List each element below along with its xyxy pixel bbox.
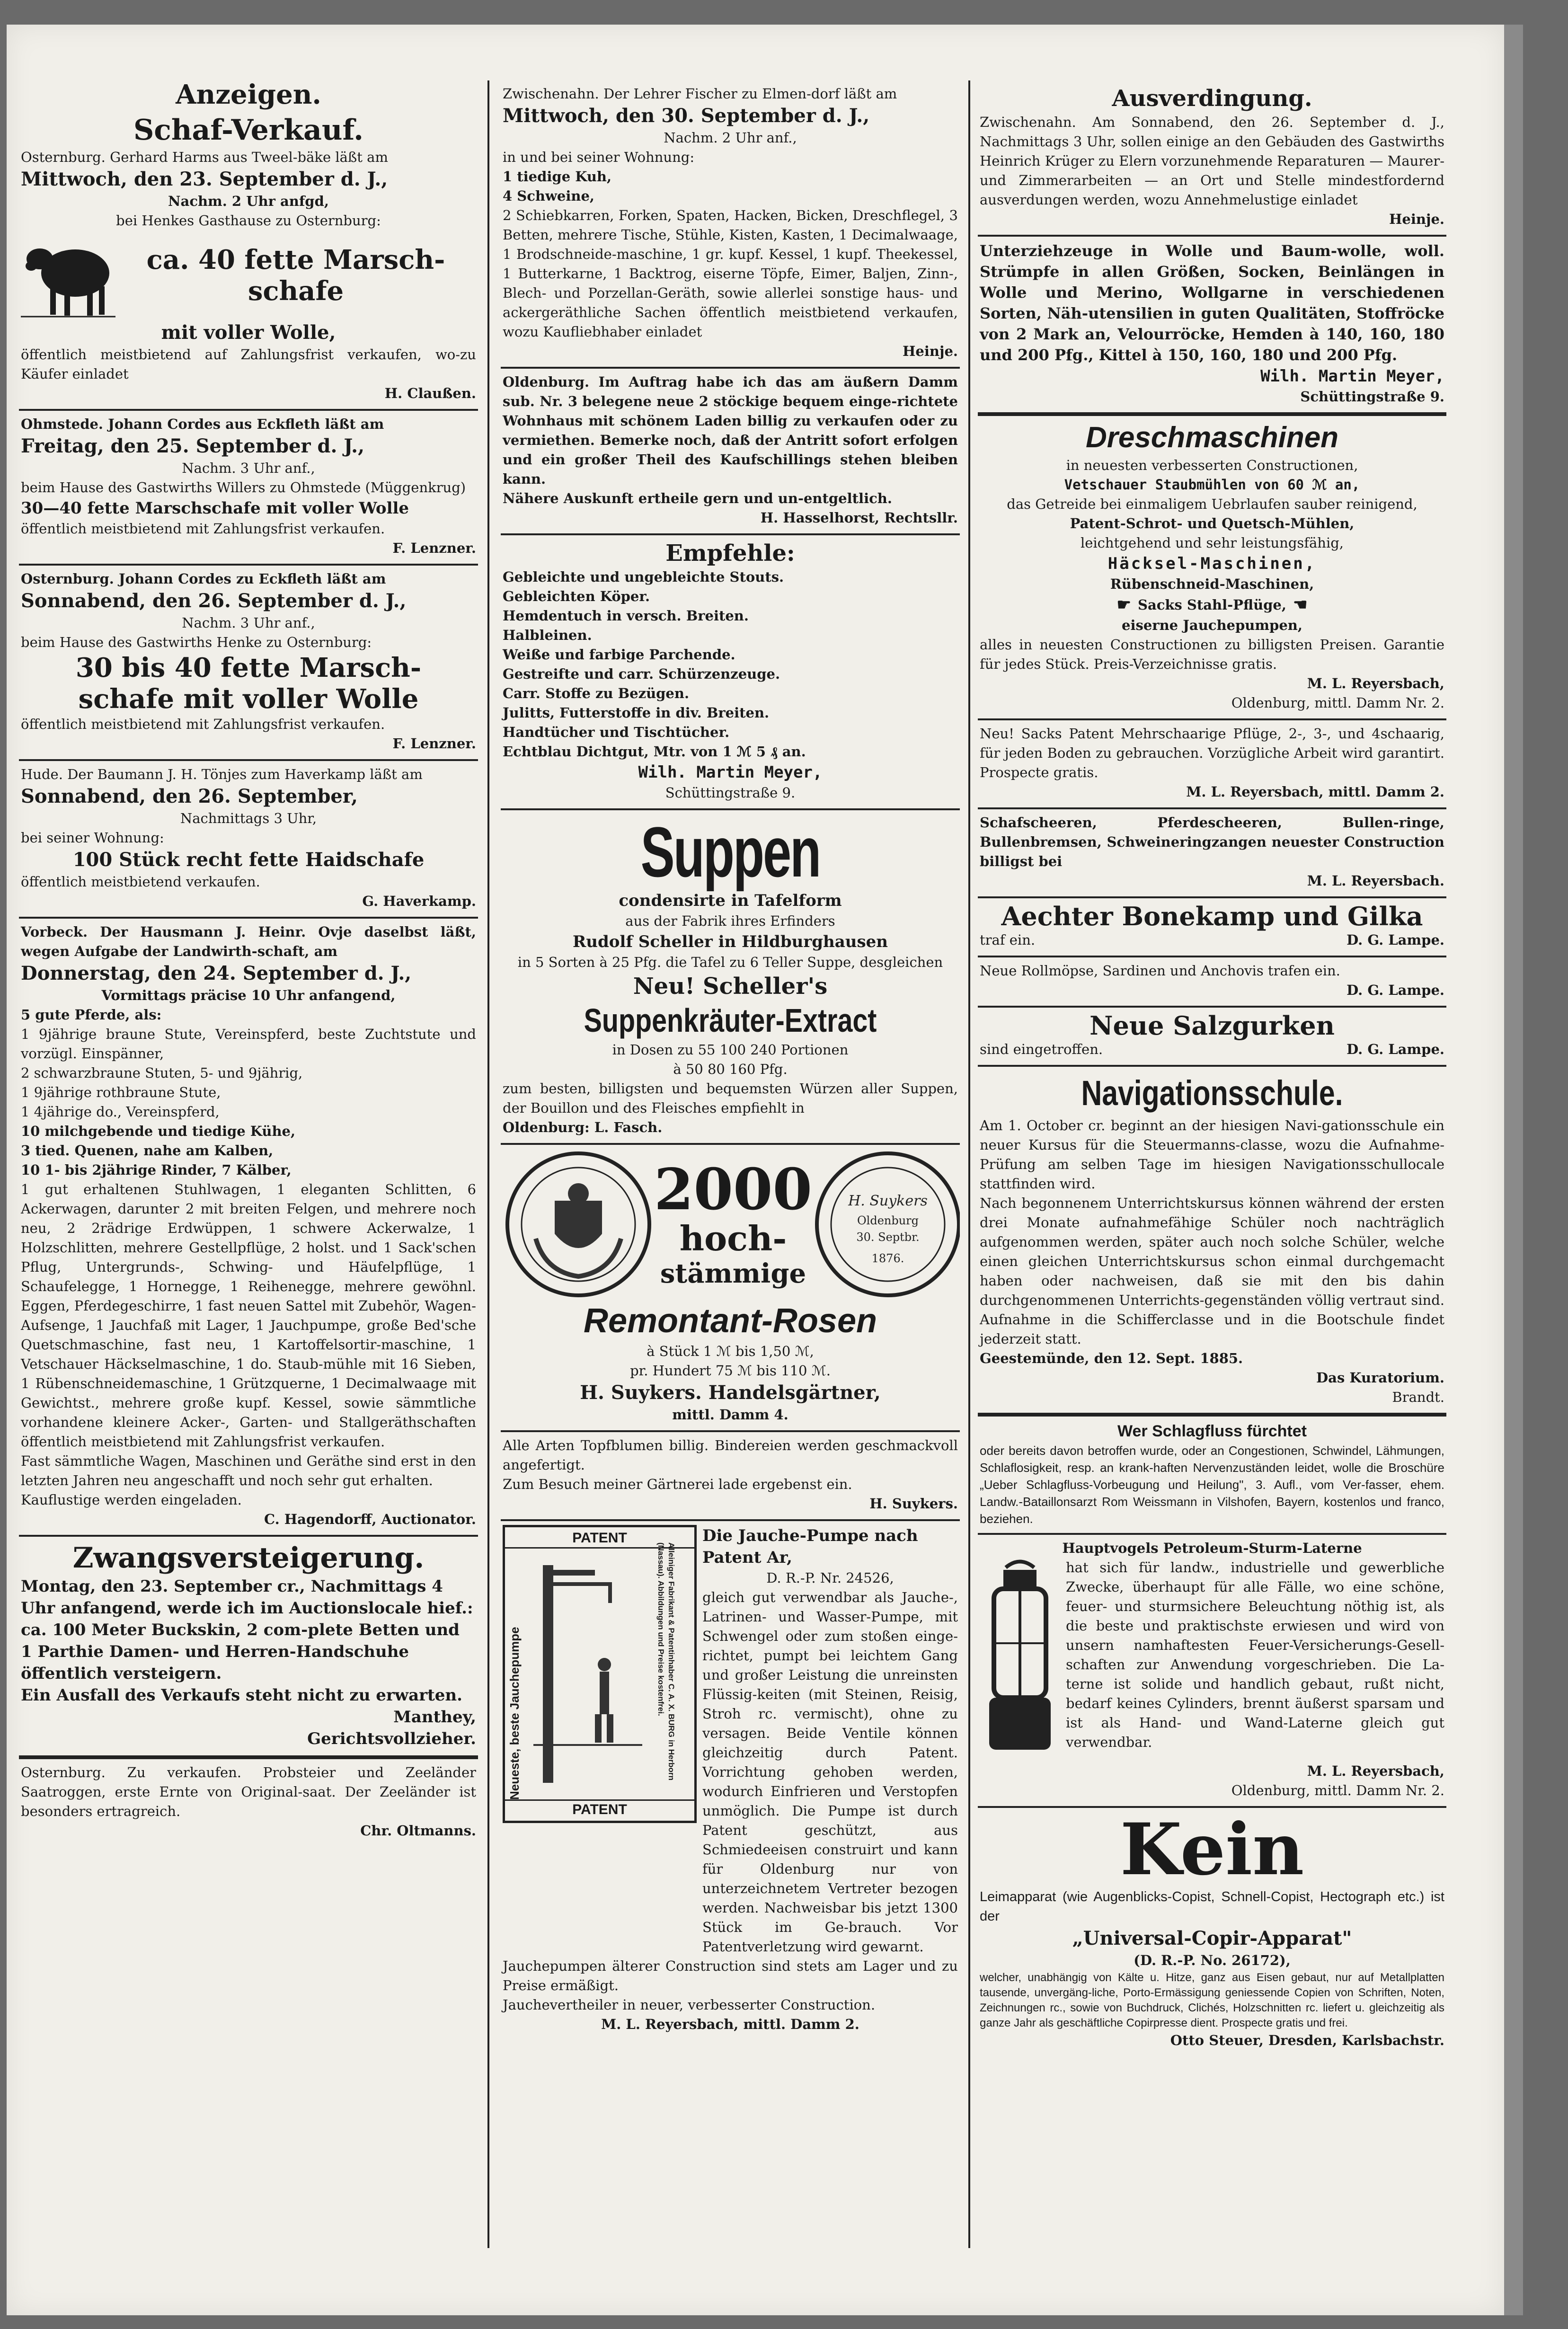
ad-title: Dreschmaschinen [1085, 421, 1339, 454]
ad-text: Zwischenahn. Der Lehrer Fischer zu Elmen-dorf läßt am [503, 86, 897, 102]
ad-text: 10 milchgebende und tiedige Kühe, [21, 1123, 296, 1139]
ad-stroke-brochure [978, 1417, 1446, 1535]
ad-text: zum besten, billigsten und bequemsten Würzen aller Suppen, der Bouillon und des Fleisches empfiehlt in [503, 1080, 958, 1116]
ad-forced-auction [19, 1537, 478, 1759]
ad-text: öffentlich meistbietend mit Zahlungsfrist verkaufen. [21, 716, 385, 732]
ad-signature: H. Suykers. [869, 1496, 958, 1512]
ad-signature: Gerichtsvollzieher. [307, 1729, 476, 1748]
ad-title: Zwangsversteigerung. [72, 1541, 425, 1575]
ad-bonekamp [978, 898, 1446, 957]
ad-signature: Brandt. [1392, 1389, 1444, 1405]
ad-text: 1 tiedige Kuh, [503, 168, 612, 185]
ad-text: Zum Besuch meiner Gärtnerei lade ergebenst ein. [503, 1476, 852, 1492]
ad-text: 1 9jährige rothbraune Stute, [21, 1084, 221, 1100]
ad-text: Zwischenahn. Am Sonnabend, den 26. September d. J., Nachmittags 3 Uhr, sollen einige an den Gebäuden des Gastwirths Heinrich Krüger zu Elern vorzunehmende Reparaturen — Maurer- und Zimmerarbeiten — an Ort und Stelle mindestfordernd ausverdungen werden, wozu Annehmelustige einladet [980, 114, 1444, 208]
ad-text: (D. R.-P. No. 26172), [1134, 1952, 1291, 1968]
ad-signature: M. L. Reyersbach, [1307, 1763, 1444, 1779]
pointing-hand-right-icon: ☛ [1116, 595, 1131, 614]
ad-text: traf ein. [980, 932, 1036, 948]
ad-list-item: Handtücher und Tischtücher. [503, 724, 730, 740]
ad-signature: C. Hagendorff, Auctionator. [264, 1511, 476, 1527]
ad-signature: Wilh. Martin Meyer, [1260, 367, 1444, 386]
ad-textiles-meyer [501, 535, 960, 810]
ad-signature: M. L. Reyersbach, mittl. Damm 2. [1186, 784, 1444, 800]
ad-rollmops [978, 957, 1446, 1008]
pump-label: Alleiniger Fabrikant & Patentinhaber C. A. X. BURG in Herborn (Nassau). Abbildungen und Preise kostenfrei. [656, 1542, 676, 1780]
ad-headline: Suppenkräuter-Extract [584, 1002, 877, 1039]
medal-crest-icon [503, 1149, 654, 1300]
ad-text: 1 9jährige braune Stute, Vereinspferd, beste Zuchtstute und vorzügl. Einspänner, [21, 1026, 476, 1062]
ad-text: pr. Hundert 75 ℳ bis 110 ℳ. [630, 1363, 831, 1379]
column-2 [501, 80, 960, 2239]
ad-list-item: Gebleichten Köper. [503, 588, 650, 604]
ad-title: Aechter Bonekamp und Gilka [1001, 901, 1423, 931]
ad-signature: Schüttingstraße 9. [665, 785, 796, 801]
ad-text: alles in neuesten Constructionen zu billigsten Preisen. Garantie für jedes Stück. Preis-Verzeichnisse gratis. [980, 637, 1444, 672]
ad-text: à Stück 1 ℳ bis 1,50 ℳ, [647, 1343, 814, 1359]
ad-headline: stämmige [660, 1257, 806, 1289]
ad-slurry-pump [501, 1521, 960, 2040]
ad-text: Geestemünde, den 12. Sept. 1885. [980, 1350, 1243, 1366]
ad-text: Nachm. 3 Uhr anf., [182, 460, 315, 476]
ad-list-item: Gestreifte und carr. Schürzenzeuge. [503, 666, 780, 682]
column-3 [978, 80, 1446, 2239]
ad-navigation-school [978, 1067, 1446, 1417]
ad-signature: H. Claußen. [384, 385, 476, 401]
ad-signature: mittl. Damm 4. [672, 1407, 788, 1423]
ad-list-item: Hemdentuch in versch. Breiten. [503, 608, 749, 624]
ad-text: bei seiner Wohnung: [21, 830, 164, 846]
page-edge [1504, 25, 1523, 2315]
ad-title: Suppen [640, 812, 820, 892]
ad-text: öffentlich meistbietend mit Zahlungsfrist verkaufen. [21, 521, 385, 537]
ad-text: oder bereits davon betroffen wurde, oder an Congestionen, Schwindel, Lähmungen, Schlaflosigkeit, resp. an krank-haften Nervenzuständen leidet, wolle die Broschüre „Ueber Schlagfluss-Vorbeugung und Heilung", 3. Aufl., vom Ver-fasser, ehem. Landw.-Bataillonsarzt Rom Weissmann in Vilshofen, Bayern, kostenlos und franco, beziehen. [980, 1443, 1444, 1526]
ad-signature: Oldenburg, mittl. Damm Nr. 2. [1231, 695, 1444, 711]
ad-text: Rübenschneid-Maschinen, [1110, 576, 1314, 592]
ad-row [980, 930, 1444, 950]
ad-text: 5 gute Pferde, als: [21, 1007, 162, 1023]
ad-text: Vetschauer Staubmühlen von 60 ℳ an, [1064, 477, 1360, 493]
ad-text: in und bei seiner Wohnung: [503, 149, 695, 165]
ad-text: in neuesten verbesserten Constructionen, [1066, 457, 1358, 473]
ad-text: beim Hause des Gastwirths Henke zu Osternburg: [21, 634, 372, 650]
ad-seed-rye [19, 1759, 478, 1846]
ad-text: à 50 80 160 Pfg. [673, 1061, 788, 1077]
ad-signature: F. Lenzner. [392, 540, 476, 556]
pump-label: PATENT [505, 1799, 694, 1819]
ad-text: Leimapparat (wie Augenblicks-Copist, Schnell-Copist, Hectograph etc.) ist der [980, 1889, 1444, 1924]
medal-text: 30. Septbr. [856, 1231, 920, 1244]
ad-list-item: Gebleichte und ungebleichte Stouts. [503, 569, 784, 585]
ad-text: Nachmittags 3 Uhr, [180, 810, 317, 826]
ad-text: Nachm. 2 Uhr anfgd, [168, 193, 329, 209]
pump-label: PATENT [505, 1529, 694, 1549]
pointing-hand-left-icon: ☚ [1293, 595, 1308, 614]
ad-figure-row [21, 230, 476, 320]
ad-threshing-machines [978, 416, 1446, 720]
ad-text: Nachm. 3 Uhr anf., [182, 615, 315, 631]
ad-text: condensirte in Tafelform [619, 891, 842, 910]
ad-text: Oldenburg: L. Fasch. [503, 1119, 663, 1135]
ad-text: Osternburg. Zu verkaufen. Probsteier und Zeeländer Saatroggen, erste Ernte von Original-saat. Der Zeeländer ist besonders ertragreich. [21, 1764, 476, 1819]
ad-signature: Schüttingstraße 9. [1300, 389, 1444, 405]
ad-text: Alle Arten Topfblumen billig. Bindereien werden geschmackvoll angefertigt. [503, 1437, 958, 1473]
ad-headline: schafe [248, 275, 344, 307]
ad-text: das Getreide bei einmaligem Uebrlaufen sauber reinigend, [1007, 496, 1417, 512]
ad-storm-lantern [978, 1535, 1446, 1808]
ad-signature: D. G. Lampe. [1347, 1041, 1444, 1057]
ad-list-item: Weiße und farbige Parchende. [503, 646, 735, 663]
ad-title: Die Jauche-Pumpe nach Patent Ar, [702, 1526, 918, 1567]
ad-list-item: Halbleinen. [503, 627, 592, 643]
ad-text: sind eingetroffen. [980, 1041, 1103, 1057]
pump-label: Neueste, beste Jauchepumpe [507, 1627, 522, 1800]
ad-signature: H. Suykers. Handelsgärtner, [580, 1381, 881, 1404]
ad-salt-cucumbers [978, 1008, 1446, 1067]
ad-text: in 5 Sorten à 25 Pfg. die Tafel zu 6 Teller Suppe, desgleichen [517, 954, 943, 970]
column-rule [487, 80, 489, 2248]
ad-text: aus der Fabrik ihres Erfinders [625, 913, 835, 929]
ad-figure-row [980, 594, 1444, 616]
ad-farm-auction-vorbeck [19, 919, 478, 1537]
ad-signature: M. L. Reyersbach. [1307, 873, 1444, 889]
ad-potted-flowers [501, 1432, 960, 1521]
ad-text: Jauchepumpen älterer Construction sind stets am Lager und zu Preise ermäßigt. [503, 1958, 958, 1993]
ad-title: Empfehle: [665, 540, 795, 567]
ad-title: Wer Schlagfluss fürchtet [1117, 1422, 1307, 1440]
ad-signature: Manthey, [393, 1708, 476, 1727]
ad-text: Häcksel-Maschinen, [1107, 554, 1317, 573]
ad-text: hat sich für landw., industrielle und gewerbliche Zwecke, überhaupt für alle Fälle, wo eine schöne, feuer- und sturmsichere Beleuchtung nöthig ist, als die beste und praktischste erwiesen und wird von unsern namhaftesten Feuer-Versicherungs-Gesell-schaften zur Anwendung vorgeschrieben. Die La-terne ist solide und handlich gebaut, rußt nicht, bedarf keines Cylinders, brennt äußerst sparsam und ist als Hand- und Wand-Laterne gleich gut verwendbar. [1066, 1559, 1444, 1750]
ad-headline: Neu! Scheller's [633, 973, 828, 1000]
column-rule [968, 80, 970, 2248]
ad-signature: Otto Steuer, Dresden, Karlsbachstr. [1170, 2032, 1444, 2048]
ad-text: Neue Rollmöpse, Sardinen und Anchovis trafen ein. [980, 963, 1340, 979]
ad-signature: Chr. Oltmanns. [360, 1823, 476, 1839]
medal-text: Oldenburg [857, 1214, 919, 1227]
ad-text: Oldenburg. Im Auftrag habe ich das am äußern Damm sub. Nr. 3 belegene neue 2 stöckige bequem einge-richtete Wohnhaus mit schönem Laden billig zu verkaufen oder zu vermiethen. Bemerke noch, daß der Antritt sofort erfolgen und ein großer Theil des Kaufschillings stehen bleiben kann. [503, 374, 958, 487]
ad-text: Sacks Stahl-Pflüge, [1138, 596, 1286, 613]
ad-text: Hude. Der Baumann J. H. Tönjes zum Haverkamp läßt am [21, 766, 423, 782]
ad-signature: Heinje. [1389, 211, 1444, 227]
ad-sheep-sale-osternburg [19, 566, 478, 761]
ad-figure-row [503, 1525, 958, 1957]
ad-date: Mittwoch, den 30. September d. J., [503, 105, 870, 127]
ad-text: mit voller Wolle, [161, 321, 336, 344]
ad-date: Donnerstag, den 24. September d. J., [21, 962, 412, 984]
ad-text: bei Henkes Gasthause zu Osternburg: [116, 213, 381, 229]
ad-date: Freitag, den 25. September d. J., [21, 435, 365, 457]
ad-text: 3 tied. Quenen, nahe am Kalben, [21, 1142, 274, 1159]
ad-text: Nach begonnenem Unterrichtskursus können während der ersten drei Monate aufnahmefähige Schüler noch nachträglich aufgenommen werden, später auch noch solche Schüler, welche einen gleichen Unterrichtskursus schon einmal durchgemacht haben oder nachweisen, daß sie mit den bis dahin durchgenommenen Unterrichts-gegenständen völlig vertraut sind. Aufnahme in die Schifferclasse und in die Bootschule findet jederzeit statt. [980, 1195, 1444, 1347]
column-1 [19, 80, 478, 2239]
ad-text: Vormittags präcise 10 Uhr anfangend, [101, 987, 396, 1003]
ad-headline: 2000 [654, 1156, 812, 1223]
ad-headline: schafe mit voller Wolle [78, 683, 419, 715]
ad-signature: Oldenburg, mittl. Damm Nr. 2. [1231, 1782, 1444, 1798]
ad-title: Schaf-Verkauf. [133, 114, 364, 147]
ad-text: Vorbeck. Der Hausmann J. Heinr. Ovje daselbst läßt, wegen Aufgabe der Landwirth-schaft, am [21, 924, 476, 959]
ad-signature: F. Lenzner. [392, 735, 476, 752]
ad-sheep-sale-harms [19, 109, 478, 411]
medal-signed-icon [812, 1149, 960, 1300]
ad-headline: hoch- [679, 1218, 787, 1258]
ad-text: Kauflustige werden eingeladen. [21, 1492, 242, 1508]
ad-text: 2 Schiebkarren, Forken, Spaten, Hacken, Bicken, Dreschflegel, 3 Betten, mehrere Tische, Stühle, Kisten, Kasten, 1 Decimalwaage, 1 Brodschneide-maschine, 1 gr. kupf. Kessel, 1 kupf. Theekessel, 1 Butterkarne, 1 Backtrog, eiserne Töpfe, Eimer, Baljen, Zinn-, Blech- und Porzellan-Geräth, sowie allerlei sonstige haus- und ackergeräthliche Sachen öffentlich meistbietend verkaufen, wozu Kaufliebhaber einladet [503, 207, 958, 340]
ad-sheep-sale-hude [19, 761, 478, 919]
lantern-icon [980, 1558, 1060, 1762]
ad-row [980, 1040, 1444, 1059]
medal-text: H. Suykers [848, 1193, 928, 1209]
ad-text: welcher, unabhängig von Kälte u. Hitze, ganz aus Eisen gebaut, nur auf Metallplatten tausende, unvergäng-liche, Porto-Ermässigung geniessende Copien von Schriften, Noten, Zeichnungen rc., sowie von Buchdruck, Clichés, Holzschnitten rc. liefert u. gleichzeitig als ganze Jahr als geschäftliche Copirpresse dient. Prospecte gratis und frei. [980, 1971, 1444, 2029]
ad-text: Fast sämmtliche Wagen, Maschinen und Geräthe sind erst in den letzten Jahren neu angeschafft und noch sehr gut erhalten. [21, 1453, 476, 1488]
ad-text: Jauchevertheiler in neuer, verbesserter Construction. [503, 1997, 876, 2013]
ad-text: Osternburg. Gerhard Harms aus Tweel-bäke läßt am [21, 149, 388, 165]
ad-text: 10 1- bis 2jährige Rinder, 7 Kälber, [21, 1162, 292, 1178]
ad-text: Montag, den 23. September cr., Nachmittags 4 Uhr anfangend, werde ich im Auctionslocale hief.: [21, 1577, 473, 1618]
ad-text: beim Hause des Gastwirths Willers zu Ohmstede (Müggenkrug) [21, 479, 466, 496]
ad-text: leichtgehend und sehr leistungsfähig, [1080, 535, 1344, 551]
ad-text: Schafscheeren, Pferdescheeren, Bullen-ringe, Bullenbremsen, Schweineringzangen neuester Construction billigst bei [980, 815, 1444, 869]
ad-text: 1 gut erhaltenen Stuhlwagen, 1 eleganten Schlitten, 6 Ackerwagen, darunter 2 mit breiten Felgen, und mehrere noch neu, 2 2rädrige Erdwüppen, 1 schwere Ackerwalze, 1 Holzschlitten, mehrere Gestellpflüge, 2 holst. und 1 Sack'schen Pflug, Untergrunds-, Schwing- und Häufelpflüge, 1 Schaufelegge, 1 Hornegge, 1 Reihenegge, mehrere gewöhnl. Eggen, Pferdegeschirre, 1 fast neuen Sattel mit Zubehör, Wagen-Aufsenge, 1 Jauchfaß mit Lager, 1 Jauchpumpe, große Bed'sche Quetschmaschine, fast neu, 1 Kartoffelsortir-maschine, 1 Vetschauer Häckselmaschine, 1 do. Staub-mühle mit 16 Sieben, 1 Rübenschneidemaschine, 1 Grützquerne, 1 Decimalwaage mit Gewichtst., mehrere große kupf. Kessel, sowie sämmtliche vorhandene kleinere Acker-, Garten- und Stallgeräthschaften öffentlich meistbietend mit Zahlungsfrist verkaufen. [21, 1181, 476, 1450]
ad-signature: D. G. Lampe. [1347, 932, 1444, 948]
ad-text: Nähere Auskunft ertheile gern und un-entgeltlich. [503, 490, 892, 506]
sheep-icon [21, 230, 115, 320]
ad-text: öffentlich versteigern. [21, 1664, 222, 1683]
medal-text: 1876. [871, 1252, 904, 1265]
ad-text: 1 4jährige do., Vereinspferd, [21, 1104, 220, 1120]
ad-signature: Wilh. Martin Meyer, [638, 763, 823, 782]
ad-title: Navigationsschule. [1081, 1073, 1343, 1113]
ad-title: Remontant-Rosen [583, 1302, 877, 1340]
ad-date: Sonnabend, den 26. September, [21, 785, 358, 807]
ad-title: Neue Salzgurken [1090, 1010, 1335, 1041]
ad-shears [978, 809, 1446, 898]
ad-text: Nachm. 2 Uhr anf., [664, 130, 797, 146]
ad-text: öffentlich meistbietend verkaufen. [21, 874, 260, 890]
ad-headline: „Universal-Copir-Apparat" [1072, 1927, 1352, 1949]
pump-illustration [503, 1525, 697, 1823]
ad-soups-scheller [501, 810, 960, 1145]
ad-contract-award [978, 80, 1446, 237]
ad-text: Rudolf Scheller in Hildburghausen [573, 932, 888, 951]
ad-title: Hauptvogels Petroleum-Sturm-Laterne [1062, 1540, 1362, 1556]
ad-house-sale [501, 369, 960, 535]
ad-text: Ein Ausfall des Verkaufs steht nicht zu erwarten. [21, 1686, 462, 1705]
ad-text: 4 Schweine, [503, 188, 595, 204]
ad-list-item: Echtblau Dichtgut, Mtr. von 1 ℳ 5 ₰ an. [503, 744, 806, 760]
ad-signature: H. Hasselhorst, Rechtsllr. [760, 510, 958, 526]
ad-underwear-meyer [978, 237, 1446, 416]
ad-text: Unterziehzeuge in Wolle und Baum-wolle, woll. Strümpfe in allen Größen, Socken, Beinlängen in Wolle und Merino, Wollgarne in verschiedenen Sorten, Näh-utensilien in guten Qualitäten, Stoffröcke von 2 Mark an, Velourröcke, Hemden à 140, 160, 180 und 200 Pfg., Kittel à 150, 160, 180 und 200 Pfg. [980, 242, 1444, 364]
ad-text: ca. 100 Meter Buckskin, 2 com-plete Betten und 1 Parthie Damen- und Herren-Handschuhe [21, 1621, 460, 1661]
ad-headline: 30 bis 40 fette Marsch- [75, 652, 422, 683]
ad-headline: 100 Stück recht fette Haidschafe [72, 849, 425, 871]
ad-date: Sonnabend, den 26. September d. J., [21, 590, 407, 612]
ad-text: 30—40 fette Marschschafe mit voller Wolle [21, 499, 409, 518]
ad-text: gleich gut verwendbar als Jauche-, Latrinen- und Wasser-Pumpe, mit Schwengel oder zum stoßen einge-richtet, pumpt bei leichtem Gang und großer Leistung die unreinsten Flüssig-keiten (mit Steinen, Reisig, Stroh rc. vermischt), ohne zu versagen. Beide Ventile können gleichzeitig durch Patent. Vorrichtung gehoben werden, wodurch Einfrieren und Verstopfen unmöglich. Die Pumpe ist durch Patent geschützt, aus Schmiedeeisen construirt und kann für Oldenburg nur von unterzeichnetem Vertreter bezogen werden. Nachweisbar bis jetzt 1300 Stück im Ge-brauch. Vor Patentverletzung wird gewarnt. [702, 1589, 958, 1955]
ad-text: D. R.-P. Nr. 24526, [766, 1570, 894, 1586]
ad-text: Am 1. October cr. beginnt an der hiesigen Navi-gationsschule ein neuer Kursus für die Steuermanns-classe, wozu die Aufnahme-Prüfung am selben Tage im hiesigen Navigationsschullocale stattfinden wird. [980, 1117, 1444, 1192]
ad-date: Mittwoch, den 23. September d. J., [21, 168, 388, 190]
ad-signature: Heinje. [903, 343, 958, 359]
ad-signature: M. L. Reyersbach, mittl. Damm 2. [601, 2016, 859, 2032]
ad-signature: G. Haverkamp. [362, 893, 476, 909]
ad-text: Ohmstede. Johann Cordes aus Eckfleth läßt am [21, 416, 384, 432]
ad-text: in Dosen zu 55 100 240 Portionen [612, 1042, 849, 1058]
ad-ploughs [978, 720, 1446, 809]
ad-signature: M. L. Reyersbach, [1307, 675, 1444, 691]
ad-title: Ausverdingung. [1112, 85, 1312, 112]
ad-figure-row [980, 1558, 1444, 1762]
ad-signature: Das Kuratorium. [1316, 1370, 1444, 1386]
ad-roses-suykers [501, 1145, 960, 1432]
ad-list-item: Julitts, Futterstoffe in div. Breiten. [503, 705, 770, 721]
ad-sheep-sale-cordes [19, 411, 478, 566]
ad-text: Neu! Sacks Patent Mehrschaarige Pflüge, 2-, 3-, und 4schaarig, für jeden Boden zu gebrauchen. Vorzügliche Arbeit wird garantirt. Prospecte gratis. [980, 726, 1444, 780]
ad-text: Osternburg. Johann Cordes zu Eckfleth läßt am [21, 571, 386, 587]
ad-text: eiserne Jauchepumpen, [1122, 617, 1302, 633]
ad-headline: ca. 40 fette Marsch- [146, 244, 445, 275]
section-header: Anzeigen. [176, 80, 321, 110]
ad-text: öffentlich meistbietend auf Zahlungsfrist verkaufen, wo-zu Käufer einladet [21, 346, 476, 382]
ad-text: Patent-Schrot- und Quetsch-Mühlen, [1070, 515, 1355, 531]
ad-title: Kein [1120, 1808, 1304, 1891]
ad-signature: D. G. Lampe. [1347, 982, 1444, 998]
ad-list-item: Carr. Stoffe zu Bezügen. [503, 685, 690, 701]
ad-auction-fischer [501, 80, 960, 369]
pump-icon [533, 1556, 642, 1792]
ad-text: 2 schwarzbraune Stuten, 5- und 9jährig, [21, 1065, 303, 1081]
ad-copier [978, 1808, 1446, 2056]
ad-figure-row [503, 1149, 958, 1300]
